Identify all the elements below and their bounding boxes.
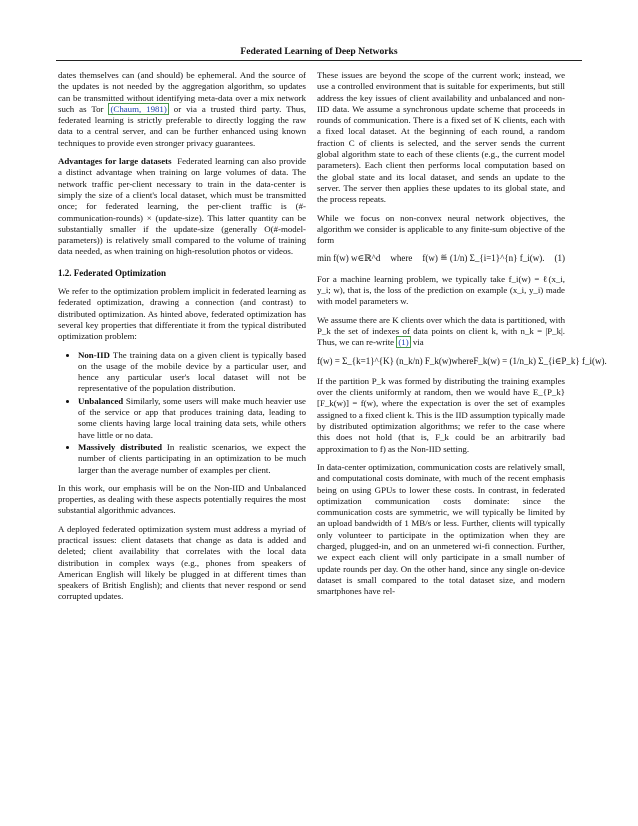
paragraph: We refer to the optimization problem implicit in federated learning as federated optimization, drawing a connection (and contrast) to distributed optimization. As hinted above, federated optimization has several key properties that differentiate it from the typical distributed optimization problem: (58, 286, 306, 342)
list-item: • Massively distributed In realistic scenarios, we expect the number of clients participating in an optimization to be much larger than the average number of examples per client. (78, 442, 306, 476)
paragraph: A deployed federated optimization system must address a myriad of practical issues: client datasets that change as data is added and deleted; client availability that correlates with the local data distribution in complex ways (e.g., phones from speakers of American English will likely be plugged in at different times than speakers of British English); and clients that never respond or send corrupted updates. (58, 523, 306, 602)
run-in-heading: Advantages for large datasets (58, 156, 172, 167)
paragraph: In this work, our emphasis will be on the Non-IID and Unbalanced properties, as dealing with these aspects potentially requires the most substantial algorithmic advances. (58, 482, 306, 516)
equation-2: f(w) = Σ_{k=1}^{K} (n_k/n) F_k(w) where F_k(w) = (1/n_k) Σ_{i∈P_k} f_i(w). (317, 355, 607, 366)
citation-link[interactable]: (Chaum, 1981) (110, 103, 167, 114)
running-header: Federated Learning of Deep Networks (240, 46, 398, 57)
equation-reference-link[interactable]: (1) (398, 337, 409, 348)
list-item: • Non-IID The training data on a given client is typically based on the usage of the mobile device by a particular user, and hence any particular user's local dataset will not be representative of the population distribution. (78, 350, 306, 395)
left-column (58, 70, 306, 610)
paragraph: If the partition P_k was formed by distributing the training examples over the clients uniformly at random, then we would have E_{P_k}[F_k(w)] = f(w), where the expectation is over the set of examples assigned to a fixed client k. This is the IID assumption typically made by distributed optimization algorithms; we refer to the case where this does not hold (that is, F_k could be an arbitrarily bad approximation to f) as the Non-IID setting. (317, 375, 565, 454)
list-item: • Unbalanced Similarly, some users will make much heavier use of the service or app that produces training data, leading to some clients having large local training data sets, while others have little or no data. (78, 396, 306, 441)
paragraph: In data-center optimization, communication costs are relatively small, and computational costs dominate, with much of the recent emphasis being on using GPUs to lower these costs. In contrast, in federated optimization communication costs dominate: since the communication costs are symmetric, we will typically be limited by an upload bandwidth of 1 MB/s or less. Further, clients will typically only volunteer to participate in the optimization when they are charged, plugged-in, and on an unmetered wi-fi connection. Further, we expect each client will only participate in a small number of update rounds per day. On the other hand, since any single on-device dataset is small compared to the total dataset size, and modern smartphones have rel- (317, 461, 565, 597)
header-rule (56, 60, 582, 61)
section-heading: 1.2. Federated Optimization (58, 267, 166, 278)
equation-1: min f(w) w∈ℝ^d where f(w) ≝ (1/n) Σ_{i=1}^{n} f_i(w). (1) (317, 253, 565, 264)
paragraph: These issues are beyond the scope of the current work; instead, we use a controlled environment that is suitable for experiments, but still address the key issues of client availability and unbalanced and non-IID data. We assume a synchronous update scheme that proceeds in rounds of communication. There is a fixed set of K clients, each with a fixed local dataset. At the beginning of each round, a random fraction C of clients is selected, and the server sends the current global algorithm state to each of these clients (e.g., the current model parameters). Each client then performs local computation based on the global state and its local dataset, and sends an update to the server. The server then applies these updates to its global state, and the process repeats. (317, 70, 565, 205)
right-column (317, 70, 607, 604)
paragraph: We assume there are K clients over which the data is partitioned, with P_k the set of indexes of data points on client k, with n_k = |P_k|. Thus, we can re-write (1) via (317, 314, 565, 348)
paragraph: Advantages for large datasets Federated learning can also provide a distinct advantage when training on large volumes of data. The network traffic per-client necessary to train in the data-center is simply the size of a client's local dataset, which must be transmitted once; for federated learning, the per-client traffic is (#-communication-rounds) × (update-size). This latter quantity can be substantially smaller if the update-size (generally O(#-model-parameters)) is relatively small compared to the volume of training data needed, as when training on high-resolution photos or videos. (58, 156, 307, 257)
paragraph: While we focus on non-convex neural network objectives, the algorithm we consider is applicable to any finite-sum objective of the form (317, 212, 565, 246)
paragraph: dates themselves can (and should) be ephemeral. And the source of the updates is not needed by the aggregation algorithm, so updates can be transmitted without identifying meta-data over a mix network such as Tor (Chaum, 1981) or via a trusted third party. Thus, federated learning is strictly preferable to directly logging the raw data to a central server, and can be further enhanced using known techniques to provide even stronger privacy guarantees. (58, 70, 306, 148)
bullet-list (58, 350, 306, 476)
paragraph: For a machine learning problem, we typically take f_i(w) = ℓ(x_i, y_i; w), that is, the loss of the prediction on example (x_i, y_i) made with model parameters w. (317, 273, 565, 307)
equation-number: (1) (554, 253, 565, 264)
